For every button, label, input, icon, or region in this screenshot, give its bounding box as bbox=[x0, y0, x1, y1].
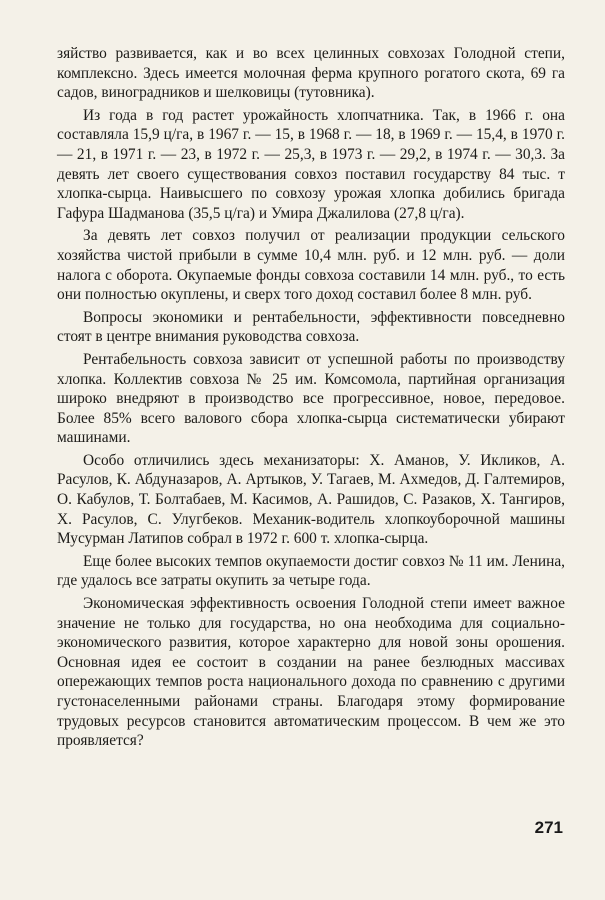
paragraph-sovkhoz-11: Еще более высоких темпов окупаемости достиг совхоз № 11 им. Ленина, где удалось все затраты окупить за четыре года. bbox=[57, 552, 565, 590]
paragraph-profit: За девять лет совхоз получил от реализации продукции сельского хозяйства чистой прибыли в сумме 10,4 млн. руб. и 12 млн. руб. — доли налога с оборота. Окупаемые фонды совхоза составили 14 млн. руб., то есть они полностью окуплены, и сверх того доход составил более 8 млн. руб. bbox=[57, 227, 565, 304]
page-body bbox=[57, 44, 565, 754]
paragraph-mechanizers: Особо отличились здесь механизаторы: Х. Аманов, У. Икликов, А. Расулов, К. Абдуназаров, А. Артыков, У. Тагаев, М. Ахмедов, Д. Галтемиров, О. Кабулов, Т. Болтабаев, М. Касимов, А. Рашидов, С. Разаков, Х. Тангиров, Х. Расулов, С. Улугбеков. Механик-водитель хлопкоуборочной машины Мусурман Латипов собрал в 1972 г. 600 т. хлопка-сырца. bbox=[57, 451, 565, 548]
page-number: 271 bbox=[534, 818, 563, 837]
paragraph-efficiency: Экономическая эффективность освоения Голодной степи имеет важное значение не только для государства, но она необходима для социально-экономического развития, которое характерно для новой зоны орошения. Основная идея ее состоит в создании на ранее безлюдных массивах опережающих темпов роста национального дохода по сравнению с другими густонаселенными районами страны. Благодаря этому формирование трудовых ресурсов становится автоматическим процессом. В чем же это проявляется? bbox=[57, 595, 565, 750]
paragraph-continuation: зяйство развивается, как и во всех целинных совхозах Голодной степи, комплексно. Здесь имеется молочная ферма крупного рогатого скота, 69 га садов, виноградников и шелковицы (тутовника). bbox=[57, 45, 565, 102]
paragraph-cotton-yield: Из года в год растет урожайность хлопчатника. Так, в 1966 г. она составляла 15,9 ц/га, в 1967 г. — 15, в 1968 г. — 18, в 1969 г. — 15,4, в 1970 г. — 21, в 1971 г. — 23, в 1972 г. — 25,3, в 1973 г. — 29,2, в 1974 г. — 30,3. За девять лет своего существования совхоз поставил государству 84 тыс. т хлопка-сырца. Наивысшего по совхозу урожая хлопка добились бригада Гафура Шадманова (35,5 ц/га) и Умира Джалилова (27,8 ц/га). bbox=[57, 106, 565, 222]
paragraph-profitability: Рентабельность совхоза зависит от успешной работы по производству хлопка. Коллектив совхоза № 25 им. Комсомола, партийная организация широко внедряют в производство все прогрессивное, новое, передовое. Более 85% всего валового сбора хлопка-сырца систематически убирают машинами. bbox=[57, 350, 565, 447]
paragraph-economics: Вопросы экономики и рентабельности, эффективности повседневно стоят в центре внимания руководства совхоза. bbox=[57, 308, 565, 346]
